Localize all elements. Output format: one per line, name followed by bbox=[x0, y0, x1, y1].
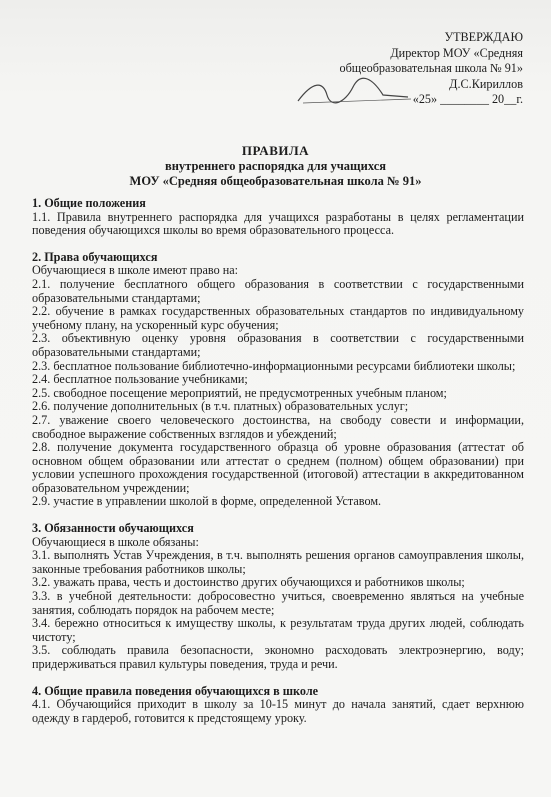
paragraph: 2.3. объективную оценку уровня образования в соответствии с государственными образовательными стандартами; bbox=[32, 331, 524, 359]
paragraph: Обучающиеся в школе имеют право на: bbox=[32, 263, 239, 278]
paragraph: 3.5. соблюдать правила безопасности, экономно расходовать электроэнергию, воду; придерживаться правил культуры поведения, труда и речи. bbox=[32, 643, 524, 671]
section-heading: 4. Общие правила поведения обучающихся в школе bbox=[32, 683, 319, 698]
paragraph: 3.2. уважать права, честь и достоинство других обучающихся и работников школы; bbox=[32, 575, 465, 590]
approval-block bbox=[283, 30, 523, 108]
director-name: Д.С.Кириллов bbox=[449, 76, 523, 91]
section-heading: 3. Обязанности обучающихся bbox=[32, 521, 194, 536]
approval-position: Директор МОУ «Средняя bbox=[390, 45, 523, 60]
approval-signature-line bbox=[283, 77, 523, 93]
section-heading: 2. Права обучающихся bbox=[32, 249, 158, 264]
paragraph: 2.7. уважение своего человеческого достоинства, на свободу совести и информации, свободное выражение собственных взглядов и убеждений; bbox=[32, 412, 524, 441]
paragraph: 2.3. бесплатное пользование библиотечно-информационными ресурсами библиотеки школы; bbox=[32, 358, 516, 373]
approval-title: УТВЕРЖДАЮ bbox=[444, 30, 523, 44]
paragraph: 2.9. участие в управлении школой в форме, определенной Уставом. bbox=[32, 494, 382, 509]
paragraph: 2.4. бесплатное пользование учебниками; bbox=[32, 372, 248, 387]
paragraph: 3.4. бережно относиться к имуществу школы, к результатам труда других людей, соблюдать чистоту; bbox=[32, 616, 524, 644]
paragraph: 3.1. выполнять Устав Учреждения, в т.ч. выполнять решения органов самоуправления школы, законные требования работников школы; bbox=[32, 548, 524, 576]
paragraph: 4.1. Обучающийся приходит в школу за 10-15 минут до начала занятий, сдает верхнюю одежду в гардероб, готовится к предстоящему уроку. bbox=[32, 697, 524, 725]
paragraph: 2.2. обучение в рамках государственных образовательных стандартов по индивидуальному учебному плану, на ускоренный курс обучения; bbox=[32, 304, 524, 332]
section-heading: 1. Общие положения bbox=[32, 196, 146, 210]
paragraph: 2.8. получение документа государственного образца об уровне образования (аттестат об основном общем образовании или аттестат о среднем (полном) общем образовании) при условии успешного прохождения государственной (итоговой) аттестации в аккредитованном образовательном учреждении; bbox=[32, 440, 524, 495]
paragraph: 2.5. свободное посещение мероприятий, не предусмотренных учебным планом; bbox=[32, 385, 447, 400]
paragraph: 3.3. в учебной деятельности: добросовестно учиться, своевременно являться на учебные занятия, соблюдать порядок на рабочем месте; bbox=[32, 589, 524, 617]
approval-date: «25» ________ 20__г. bbox=[412, 92, 523, 106]
title-school: МОУ «Средняя общеобразовательная школа № 91» bbox=[129, 174, 422, 188]
paragraph: Обучающиеся в школе обязаны: bbox=[32, 534, 199, 549]
paragraph: 2.1. получение бесплатного общего образования в соответствии с государственными образовательными стандартами; bbox=[32, 276, 524, 305]
paragraph: 1.1. Правила внутреннего распорядка для учащихся разработаны в целях регламентации поведения обучающихся школы во время образовательного процесса. bbox=[32, 209, 524, 238]
approval-school: общеобразовательная школа № 91» bbox=[339, 61, 523, 75]
document-title bbox=[0, 143, 551, 190]
document-body bbox=[32, 197, 524, 725]
paragraph: 2.6. получение дополнительных (в т.ч. платных) образовательных услуг; bbox=[32, 399, 409, 414]
title-rules: ПРАВИЛА bbox=[241, 143, 310, 158]
title-subtitle: внутреннего распорядка для учащихся bbox=[164, 158, 387, 173]
